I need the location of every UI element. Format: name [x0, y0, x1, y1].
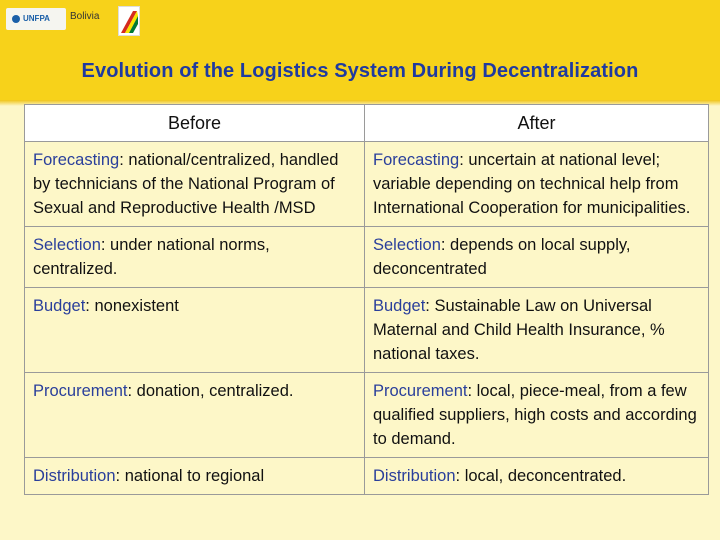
cell-text: : nonexistent	[85, 297, 179, 315]
cell-text: : Sustainable Law on Universal Maternal and Child Health Insurance, % national taxes.	[373, 297, 665, 363]
cell-before	[25, 458, 365, 495]
table-row	[25, 142, 709, 227]
cell-before	[25, 373, 365, 458]
cell-keyword: Forecasting	[33, 151, 120, 169]
cell-keyword: Forecasting	[373, 151, 460, 169]
cell-after	[365, 288, 709, 373]
cell-after	[365, 458, 709, 495]
cell-text: : local, piece-meal, from a few qualified suppliers, high costs and according to demand.	[373, 382, 697, 448]
cell-before	[25, 288, 365, 373]
table-row	[25, 458, 709, 495]
cell-text: : depends on local supply, deconcentrated	[373, 236, 631, 278]
cell-text: : under national norms, centralized.	[33, 236, 270, 278]
cell-keyword: Selection	[33, 236, 101, 254]
cell-after	[365, 373, 709, 458]
cell-text: : local, deconcentrated.	[455, 467, 627, 485]
comparison-table	[24, 104, 709, 495]
cell-text: : uncertain at national level; variable depending on technical help from International Cooperation for municipalities.	[373, 151, 691, 217]
bolivia-flag-icon	[118, 6, 140, 36]
cell-before	[25, 227, 365, 288]
cell-keyword: Selection	[373, 236, 441, 254]
cell-keyword: Budget	[33, 297, 86, 315]
page-title: Evolution of the Logistics System During Decentralization	[81, 60, 639, 82]
cell-keyword: Procurement	[33, 382, 128, 400]
table-row	[25, 227, 709, 288]
cell-after	[365, 142, 709, 227]
header-after: After	[365, 105, 709, 142]
cell-after	[365, 227, 709, 288]
logo-area	[6, 4, 136, 34]
cell-keyword: Distribution	[373, 467, 456, 485]
table-row	[25, 373, 709, 458]
table-header-row	[25, 105, 709, 142]
logo-text: UNFPA	[23, 14, 50, 23]
cell-keyword: Procurement	[373, 382, 468, 400]
cell-text: : donation, centralized.	[127, 382, 294, 400]
cell-before	[25, 142, 365, 227]
comparison-table-wrap	[24, 104, 708, 495]
cell-text: : national to regional	[115, 467, 265, 485]
unfpa-logo-icon	[12, 15, 20, 23]
cell-keyword: Budget	[373, 297, 426, 315]
country-label: Bolivia	[70, 11, 100, 22]
cell-keyword: Distribution	[33, 467, 116, 485]
table-row	[25, 288, 709, 373]
unfpa-logo	[6, 8, 66, 30]
cell-text: : national/centralized, handled by technicians of the National Program of Sexual and Reproductive Health /MSD	[33, 151, 339, 217]
header-before: Before	[25, 105, 365, 142]
